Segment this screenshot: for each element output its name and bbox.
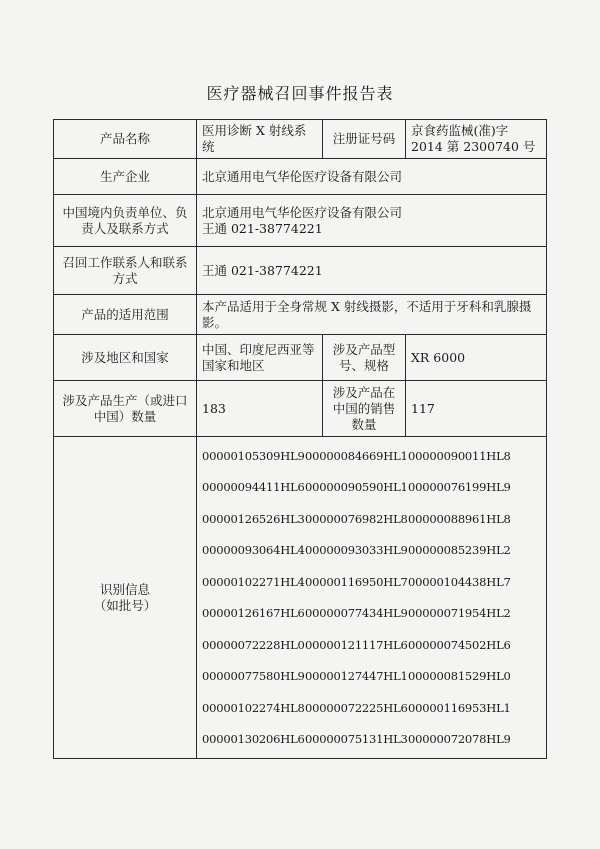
- batch-number: 00000085239HL2: [408, 543, 511, 558]
- batch-number: 00000116953HL1: [408, 700, 511, 715]
- batch-number: 00000090011HL8: [408, 448, 511, 463]
- product-name-value: 医用诊断 X 射线系统: [197, 120, 323, 159]
- batch-number: 00000081529HL0: [408, 669, 511, 684]
- batch-number: 00000130206HL6: [202, 732, 305, 747]
- registration-number-value: 京食药监械(准)字 2014 第 2300740 号: [406, 120, 547, 159]
- row-china-agent: [54, 195, 547, 247]
- batch-number: 00000076199HL9: [408, 480, 511, 495]
- registration-number-label: 注册证号码: [323, 120, 406, 159]
- batch-number: 00000090590HL1: [305, 480, 408, 495]
- batch-number: 00000088961HL8: [408, 511, 511, 526]
- batch-number: 00000093033HL9: [305, 543, 408, 558]
- identification-label: [54, 437, 197, 759]
- batch-number: 00000084669HL1: [305, 448, 408, 463]
- batch-number: 00000077434HL9: [305, 606, 408, 621]
- product-name-label: 产品名称: [54, 120, 197, 159]
- batch-row: [202, 535, 541, 567]
- batch-number: 00000127447HL1: [305, 669, 408, 684]
- batch-number: 00000075131HL3: [305, 732, 408, 747]
- region-label: 涉及地区和国家: [54, 335, 197, 381]
- batch-row: [202, 472, 541, 504]
- row-recall-contact: [54, 247, 547, 295]
- batch-number: 00000074502HL6: [408, 637, 511, 652]
- batch-number: 00000071954HL2: [408, 606, 511, 621]
- model-value: XR 6000: [406, 335, 547, 381]
- model-label: 涉及产品型号、规格: [323, 335, 406, 381]
- batch-row: [202, 440, 541, 472]
- batch-number: 00000104438HL7: [408, 574, 511, 589]
- batch-number: 00000072078HL9: [408, 732, 511, 747]
- batch-number: 00000105309HL9: [202, 448, 305, 463]
- sales-quantity-label: 涉及产品在中国的销售数量: [323, 381, 406, 437]
- batch-row: [202, 598, 541, 630]
- batch-row: [202, 724, 541, 756]
- batch-number: 00000077580HL9: [202, 669, 305, 684]
- batch-row: [202, 566, 541, 598]
- batch-row: [202, 629, 541, 661]
- region-value: 中国、印度尼西亚等国家和地区: [197, 335, 323, 381]
- manufacturer-value: 北京通用电气华伦医疗设备有限公司: [197, 159, 547, 195]
- identification-label-line2: （如批号）: [93, 597, 157, 613]
- row-quantity: [54, 381, 547, 437]
- china-agent-company: 北京通用电气华伦医疗设备有限公司: [202, 204, 403, 220]
- identification-label-line1: 识别信息: [99, 581, 150, 597]
- batch-row: [202, 503, 541, 535]
- batch-number: 00000116950HL7: [305, 574, 408, 589]
- sales-quantity-value: 117: [406, 381, 547, 437]
- batch-number: 00000094411HL6: [202, 480, 305, 495]
- batch-row: [202, 661, 541, 693]
- china-agent-contact: 王通 021-38774221: [202, 220, 323, 236]
- row-region: [54, 335, 547, 381]
- china-agent-label: 中国境内负责单位、负责人及联系方式: [54, 195, 197, 247]
- batch-number: 00000076982HL8: [305, 511, 408, 526]
- batch-number: 00000126167HL6: [202, 606, 305, 621]
- recall-contact-value: 王通 021-38774221: [197, 247, 547, 295]
- row-manufacturer: [54, 159, 547, 195]
- batch-number: 00000126526HL3: [202, 511, 305, 526]
- recall-contact-label: 召回工作联系人和联系方式: [54, 247, 197, 295]
- document-title: 医疗器械召回事件报告表: [206, 84, 394, 103]
- batch-number: 00000072228HL0: [202, 637, 305, 652]
- batch-number: 00000093064HL4: [202, 543, 305, 558]
- row-identification: [54, 437, 547, 759]
- manufacturer-label: 生产企业: [54, 159, 197, 195]
- scope-label: 产品的适用范围: [54, 295, 197, 335]
- recall-report-table: [53, 119, 547, 759]
- batch-number: 00000072225HL6: [305, 700, 408, 715]
- batch-number-list: [197, 437, 547, 759]
- scope-value: 本产品适用于全身常规 X 射线摄影，不适用于牙科和乳腺摄影。: [197, 295, 547, 335]
- batch-row: [202, 692, 541, 724]
- row-product: [54, 120, 547, 159]
- batch-number: 00000121117HL6: [305, 637, 408, 652]
- china-agent-value: [197, 195, 547, 247]
- quantity-label: 涉及产品生产（或进口中国）数量: [54, 381, 197, 437]
- quantity-value: 183: [197, 381, 323, 437]
- batch-number: 00000102271HL4: [202, 574, 305, 589]
- row-scope: [54, 295, 547, 335]
- batch-number: 00000102274HL8: [202, 700, 305, 715]
